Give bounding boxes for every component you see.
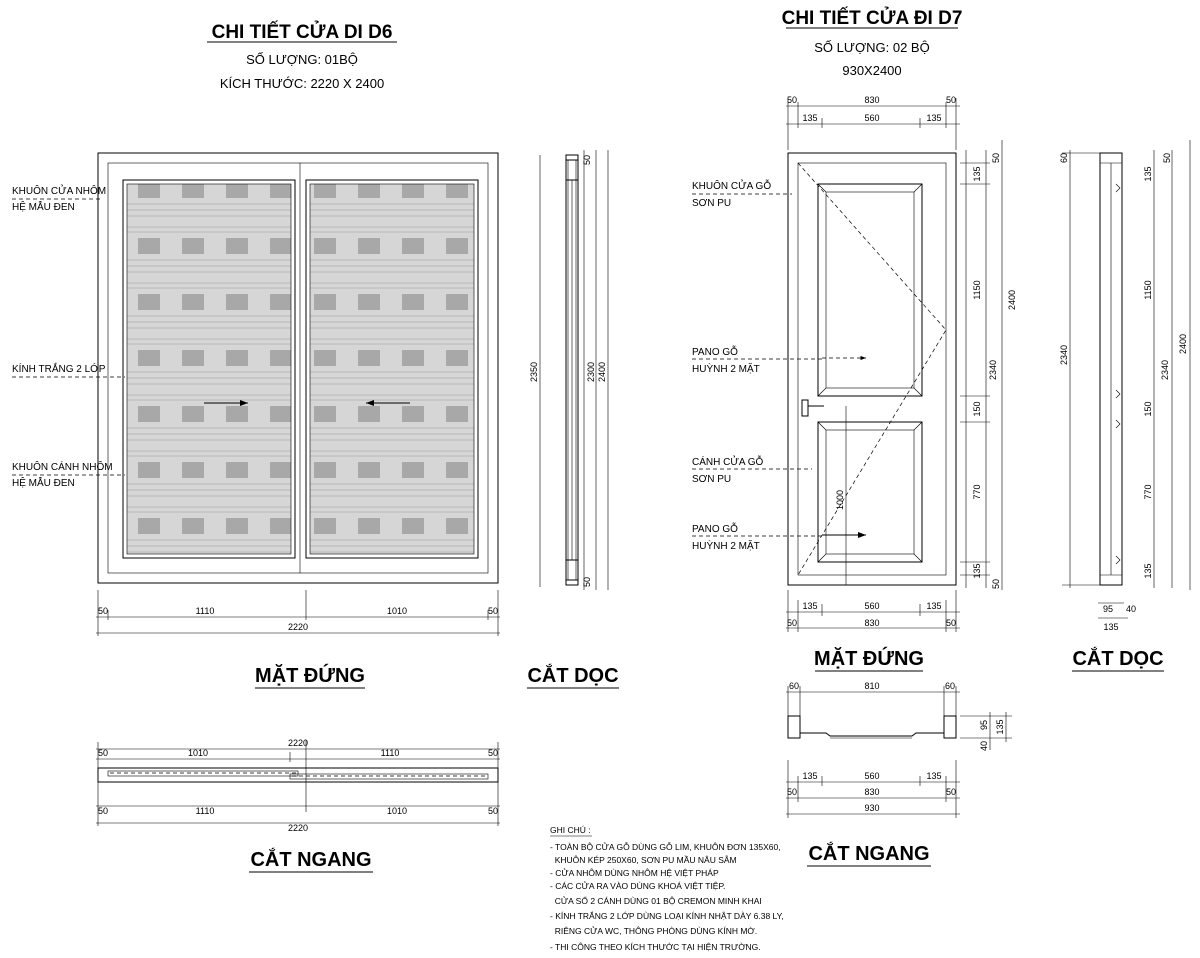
d6-plan-b-left: 50 xyxy=(97,806,109,816)
d7-label-pano1-1: PANO GỖ xyxy=(692,347,738,358)
d7-label-frame-1: KHUÔN CỬA GỖ xyxy=(692,181,772,192)
d7-plan-h2: 135 xyxy=(995,719,1005,735)
d6-title: CHI TIẾT CỬA DI D6 xyxy=(211,22,393,43)
d7-sv-h: 2340 xyxy=(1059,344,1069,366)
d7-quantity: SỐ LƯỢNG: 02 BỘ xyxy=(814,40,930,55)
d7-r-total: 2400 xyxy=(1007,289,1017,311)
d6-dim-w2: 1010 xyxy=(386,606,408,616)
d7-r-p1: 135 xyxy=(972,166,982,182)
d6-plan-t-right: 50 xyxy=(487,748,499,758)
notes-heading: GHI CHÚ : xyxy=(550,825,591,835)
notes-block xyxy=(550,825,784,952)
d6-plan-b-w1: 1110 xyxy=(195,806,215,816)
d7-sv-d4: 150 xyxy=(1143,401,1153,417)
d7-label-pano2-2: HUỲNH 2 MẶT xyxy=(692,541,760,552)
d7-label-leaf-1: CÁNH CỬA GỖ xyxy=(692,457,764,468)
d7-bot-mid: 830 xyxy=(864,618,880,628)
d7-title: CHI TIẾT CỬA ĐI D7 xyxy=(781,8,963,29)
d7-sv-w2: 40 xyxy=(1125,604,1137,614)
d7-section-vertical xyxy=(1062,140,1190,618)
d6-dim-total: 2220 xyxy=(287,622,309,632)
d7-top-b: 560 xyxy=(864,113,880,123)
d6-sec-bottom: 50 xyxy=(582,576,592,588)
d7-top-r: 50 xyxy=(945,95,957,105)
d7-r-p5: 135 xyxy=(972,563,982,579)
d6-plan-b-right: 50 xyxy=(487,806,499,816)
d6-plan-t-w2: 1110 xyxy=(380,748,400,758)
d6-view-section-v: CẮT DỌC xyxy=(527,665,619,687)
note-line: RIÊNG CỬA WC, THÔNG PHÒNG DÙNG KÍNH MỜ. xyxy=(550,926,758,936)
d6-label-sash-1: KHUÔN CÁNH NHÔM xyxy=(12,462,113,473)
d7-label-pano1-2: HUỲNH 2 MẶT xyxy=(692,364,760,375)
d7-plan-r: 60 xyxy=(944,681,956,691)
d7-top-mid: 830 xyxy=(864,95,880,105)
d6-dim-left: 50 xyxy=(97,606,109,616)
d7-r-top: 50 xyxy=(991,152,1001,164)
d7-plan-a: 135 xyxy=(802,771,818,781)
d7-r-p3: 150 xyxy=(972,401,982,417)
d7-view-section-v: CẮT DỌC xyxy=(1072,648,1164,670)
d6-plan-b-total: 2220 xyxy=(287,823,309,833)
d6-label-frame-1: KHUÔN CỬA NHÔM xyxy=(12,186,107,197)
d7-top-dims xyxy=(786,98,960,150)
d7-label-pano2-1: PANO GỖ xyxy=(692,524,738,535)
d7-size: 930X2400 xyxy=(842,63,902,78)
d7-sv-d1: 50 xyxy=(1162,152,1172,164)
d7-sv-d5: 770 xyxy=(1143,484,1153,500)
d7-elevation xyxy=(788,153,956,585)
d7-bot-b: 560 xyxy=(864,601,880,611)
d7-bot-a: 135 xyxy=(802,601,818,611)
d6-plan-b-w2: 1010 xyxy=(386,806,408,816)
d7-view-section-h: CẮT NGANG xyxy=(808,843,930,865)
d6-dim-w1: 1110 xyxy=(195,606,215,616)
note-line: - THI CÔNG THEO KÍCH THƯỚC TẠI HIỆN TRƯỜNG. xyxy=(550,942,761,952)
d7-sv-total: 2400 xyxy=(1178,333,1188,355)
d6-label-frame-2: HỆ MẪU ĐEN xyxy=(12,202,75,213)
d7-sv-d6: 135 xyxy=(1143,563,1153,579)
note-line: - CỬA NHÔM DÙNG NHÔM HỆ VIỆT PHÁP xyxy=(550,868,719,878)
d7-label-leaf-2: SƠN PU xyxy=(692,474,732,485)
d7-plan-total: 930 xyxy=(864,803,880,813)
d7-plan-h1: 95 xyxy=(979,719,989,731)
d6-dim-right: 50 xyxy=(487,606,499,616)
d6-view-elevation: MẶT ĐỨNG xyxy=(255,665,365,687)
d7-plan-mid: 810 xyxy=(864,681,880,691)
d6-size: KÍCH THƯỚC: 2220 X 2400 xyxy=(219,76,385,91)
d7-label-frame-2: SƠN PU xyxy=(692,198,732,209)
d6-sec-top: 50 xyxy=(582,154,592,166)
d7-top-a: 135 xyxy=(802,113,818,123)
d7-plan-l: 60 xyxy=(788,681,800,691)
d6-view-section-h: CẮT NGANG xyxy=(250,849,372,871)
d7-sv-w1: 95 xyxy=(1102,604,1114,614)
d6-plan-top-total: 2220 xyxy=(287,738,309,748)
d7-r-p4: 770 xyxy=(972,484,982,500)
d6-plan-t-w1: 1010 xyxy=(187,748,209,758)
d7-plan-bl: 50 xyxy=(786,787,798,797)
d7-bot-l: 50 xyxy=(786,618,798,628)
d7-plan-c: 135 xyxy=(926,771,942,781)
d7-top-l: 50 xyxy=(786,95,798,105)
d7-plan-b: 560 xyxy=(864,771,880,781)
d7-plan-h3: 40 xyxy=(979,740,989,752)
note-line: - KÍNH TRẮNG 2 LỚP DÙNG LOẠI KÍNH NHẬT DÀY 6.38 LY, xyxy=(550,911,784,921)
note-line: - CÁC CỬA RA VÀO DÙNG KHOÁ VIỆT TIỆP. xyxy=(550,881,726,891)
d7-plan-br: 50 xyxy=(945,787,957,797)
d7-r-p2: 1150 xyxy=(972,280,982,300)
d6-label-sash-2: HỆ MẪU ĐEN xyxy=(12,478,75,489)
d6-elevation xyxy=(98,153,498,583)
d7-plan-bmid: 830 xyxy=(864,787,880,797)
d7-handle-dim: 1000 xyxy=(835,489,845,511)
d6-section-horizontal xyxy=(96,740,500,826)
d7-bot-c: 135 xyxy=(926,601,942,611)
note-line: - TOÀN BỘ CỬA GỖ DÙNG GỖ LIM, KHUÔN ĐƠN 135X60, xyxy=(550,842,781,852)
d7-r-inner: 2340 xyxy=(988,359,998,381)
note-line: KHUÔN KÉP 250X60, SƠN PU MẦU NÂU SẪM xyxy=(550,855,737,865)
d7-sv-w3: 135 xyxy=(1103,622,1119,632)
d7-r-bot: 50 xyxy=(991,578,1001,590)
d6-sec-inner: 2300 xyxy=(586,361,596,383)
d6-sec-h: 2350 xyxy=(529,361,539,383)
d6-quantity: SỐ LƯỢNG: 01BỘ xyxy=(246,52,358,67)
d6-label-glass: KÍNH TRẮNG 2 LỚP xyxy=(12,364,106,375)
d6-plan-t-left: 50 xyxy=(97,748,109,758)
d7-view-elevation: MẶT ĐỨNG xyxy=(814,648,924,670)
d6-sec-total: 2400 xyxy=(597,361,607,383)
d7-sv-d2: 135 xyxy=(1143,166,1153,182)
note-line: CỬA SỔ 2 CÁNH DÙNG 01 BỘ CREMON MINH KHAI xyxy=(550,896,762,906)
d7-top-c: 135 xyxy=(926,113,942,123)
d7-sv-top: 60 xyxy=(1059,152,1069,164)
d7-sv-d3: 1150 xyxy=(1143,280,1153,300)
d7-sv-inner: 2340 xyxy=(1160,359,1170,381)
d7-bot-r: 50 xyxy=(945,618,957,628)
